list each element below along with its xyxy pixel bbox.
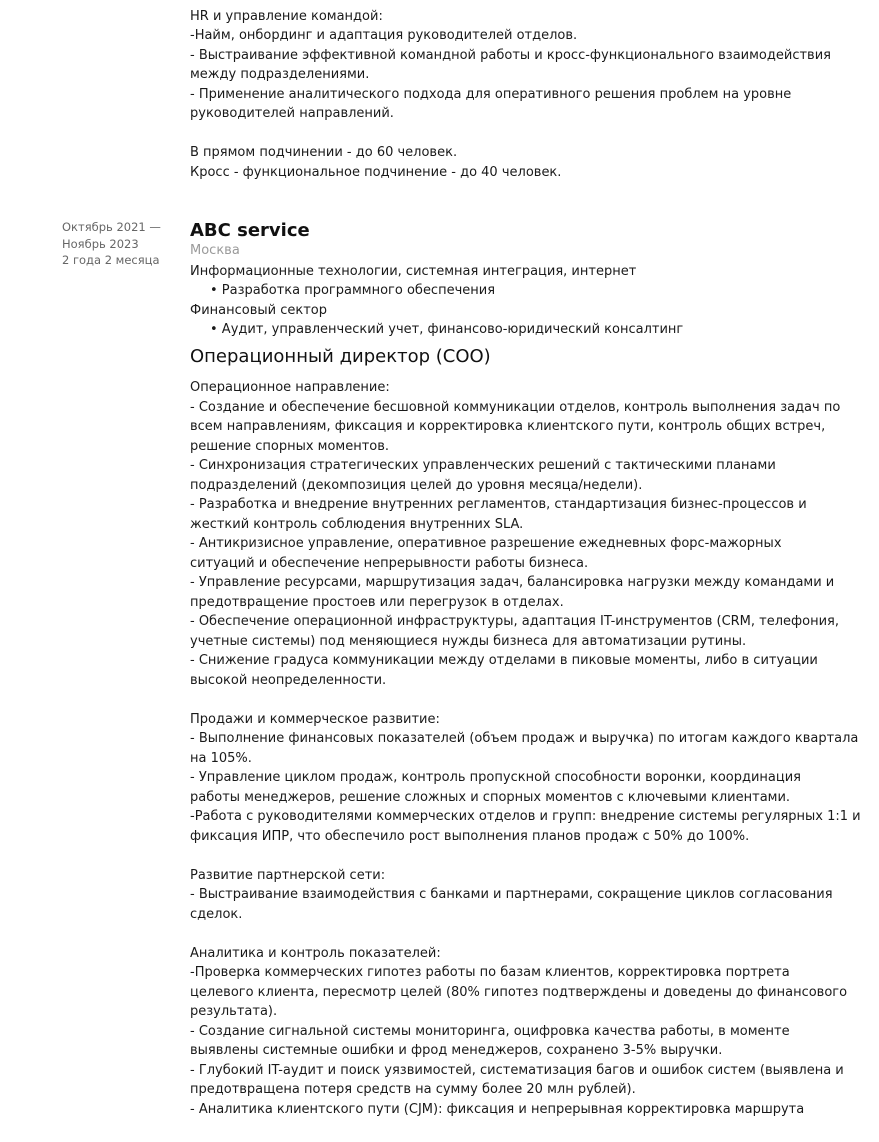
industry-sub: • Аудит, управленческий учет, финансово-юридический консалтинг (210, 322, 684, 337)
text-line: ситуаций и обеспечение непрерывности работы бизнеса. (190, 556, 589, 571)
text-line: Кросс - функциональное подчинение - до 40 человек. (190, 165, 562, 180)
text-line: HR и управление командой: (190, 9, 383, 24)
period-end: Ноябрь 2023 (62, 237, 139, 251)
text-line: - Аналитика клиентского пути (CJM): фиксация и непрерывная корректировка маршрута (190, 1102, 805, 1117)
text-line: Продажи и коммерческое развитие: (190, 712, 440, 727)
text-line: целевого клиента, пересмотр целей (80% гипотез подтверждены и доведены до финансового (190, 985, 848, 1000)
company-name: ABC service (190, 220, 310, 241)
industry-sub: • Разработка программного обеспечения (210, 283, 496, 298)
period-start: Октябрь 2021 — (62, 220, 161, 234)
text-line: Развитие партнерской сети: (190, 868, 386, 883)
text-line: - Применение аналитического подхода для оперативного решения проблем на уровне (190, 87, 792, 102)
text-line: - Создание сигнальной системы мониторинга, оцифровка качества работы, в моменте (190, 1024, 790, 1039)
text-line: выявлены системные ошибки и фрод менеджеров, сохранено 3-5% выручки. (190, 1043, 723, 1058)
text-line: решение спорных моментов. (190, 439, 390, 454)
text-line: Аналитика и контроль показателей: (190, 946, 441, 961)
text-line: результата). (190, 1004, 278, 1019)
text-line: предотвращение простоев или перегрузок в отделах. (190, 595, 564, 610)
text-line: высокой неопределенности. (190, 673, 387, 688)
text-line: - Выстраивание эффективной командной работы и кросс-функционального взаимодействия (190, 48, 831, 63)
text-line: - Обеспечение операционной инфраструктуры, адаптация IT-инструментов (CRM, телефония, (190, 614, 840, 629)
text-line: - Управление циклом продаж, контроль пропускной способности воронки, координация (190, 770, 802, 785)
text-line: подразделений (декомпозиция целей до уровня месяца/недели). (190, 478, 643, 493)
text-line: между подразделениями. (190, 67, 370, 82)
company-city: Москва (190, 243, 240, 258)
text-line: учетные системы) под меняющиеся нужды бизнеса для автоматизации рутины. (190, 634, 747, 649)
text-line: работы менеджеров, решение сложных и спорных моментов с ключевыми клиентами. (190, 790, 791, 805)
text-line: - Снижение градуса коммуникации между отделами в пиковые моменты, либо в ситуации (190, 653, 818, 668)
text-line: предотвращена потеря средств на сумму более 20 млн рублей). (190, 1082, 636, 1097)
text-line: - Глубокий IT-аудит и поиск уязвимостей, систематизация багов и ошибок систем (выявлена и (190, 1063, 844, 1078)
text-line: -Найм, онбординг и адаптация руководителей отделов. (190, 28, 578, 43)
industry-name: Финансовый сектор (190, 303, 327, 318)
text-line: В прямом подчинении - до 60 человек. (190, 145, 458, 160)
text-line: жесткий контроль соблюдения внутренних SLA. (190, 517, 524, 532)
position-title: Операционный директор (COO) (190, 346, 491, 367)
period-duration: 2 года 2 месяца (62, 253, 160, 267)
text-line: руководителей направлений. (190, 106, 394, 121)
text-line: - Синхронизация стратегических управленческих решений с тактическими планами (190, 458, 776, 473)
text-line: -Проверка коммерческих гипотез работы по базам клиентов, корректировка портрета (190, 965, 790, 980)
text-line: -Работа с руководителями коммерческих отделов и групп: внедрение системы регулярных 1:1 и (190, 809, 861, 824)
text-line: на 105%. (190, 751, 252, 766)
text-line: Операционное направление: (190, 380, 390, 395)
text-line: - Выстраивание взаимодействия с банками и партнерами, сокращение циклов согласования (190, 887, 833, 902)
text-line: всем направлениям, фиксация и корректировка клиентского пути, контроль общих встреч, (190, 419, 826, 434)
text-line: - Разработка и внедрение внутренних регламентов, стандартизация бизнес-процессов и (190, 497, 807, 512)
text-line: - Создание и обеспечение бесшовной коммуникации отделов, контроль выполнения задач по (190, 400, 841, 415)
text-line: фиксация ИПР, что обеспечило рост выполнения планов продаж с 50% до 100%. (190, 829, 750, 844)
text-line: - Выполнение финансовых показателей (объем продаж и выручка) по итогам каждого квартала (190, 731, 859, 746)
text-line: - Управление ресурсами, маршрутизация задач, балансировка нагрузки между командами и (190, 575, 835, 590)
text-line: сделок. (190, 907, 243, 922)
text-line: - Антикризисное управление, оперативное разрешение ежедневных форс-мажорных (190, 536, 782, 551)
industry-name: Информационные технологии, системная интеграция, интернет (190, 264, 637, 279)
